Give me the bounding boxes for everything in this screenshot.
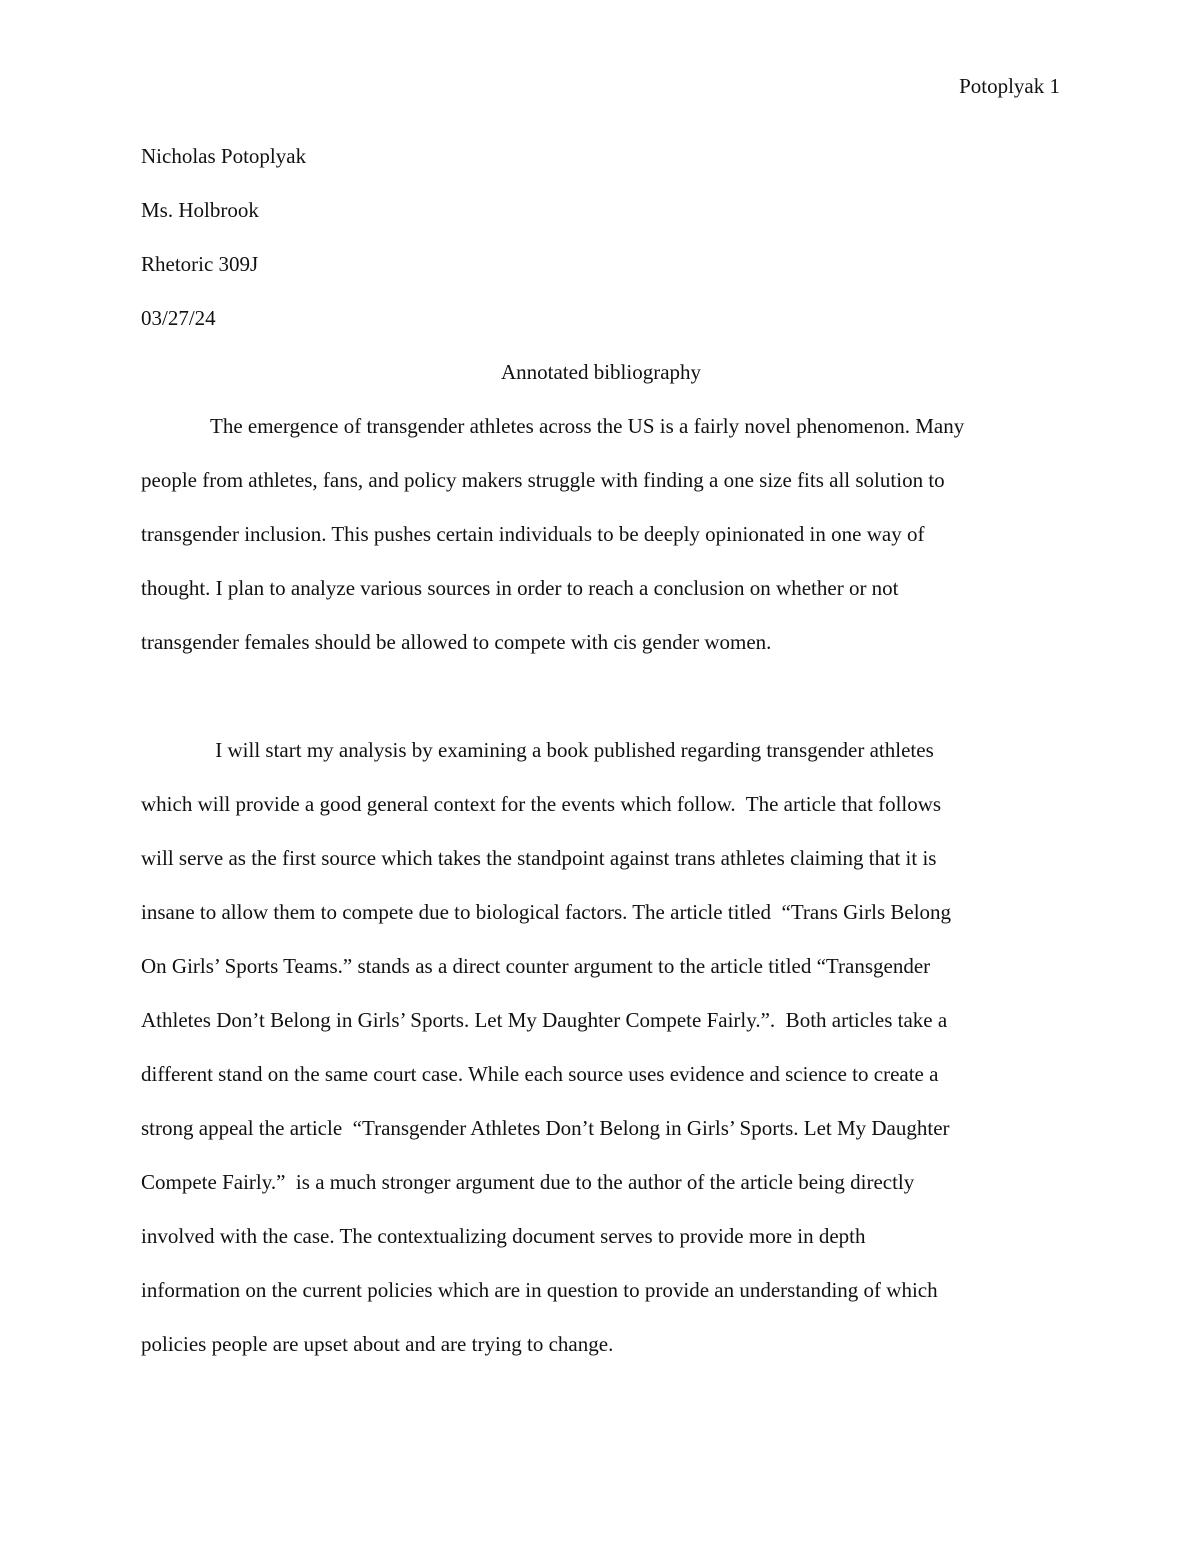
date: 03/27/24 <box>141 306 216 330</box>
paragraph-line: people from athletes, fans, and policy makers struggle with finding a one size fits all solution to <box>141 468 945 492</box>
instructor-name: Ms. Holbrook <box>141 198 259 222</box>
paragraph-line: transgender females should be allowed to compete with cis gender women. <box>141 630 772 654</box>
paragraph-line: involved with the case. The contextualizing document serves to provide more in depth <box>141 1224 866 1248</box>
paragraph-line: Athletes Don’t Belong in Girls’ Sports. Let My Daughter Compete Fairly.”. Both articles take a <box>141 1008 948 1032</box>
paragraph-line: transgender inclusion. This pushes certain individuals to be deeply opinionated in one way of <box>141 522 925 546</box>
blank-line <box>141 669 1061 723</box>
paragraph-analysis <box>141 723 1061 1371</box>
student-name: Nicholas Potoplyak <box>141 144 307 168</box>
paragraph-line: insane to allow them to compete due to biological factors. The article titled “Trans Girls Belong <box>141 900 952 924</box>
document-body <box>141 129 1061 1371</box>
paragraph-line: I will start my analysis by examining a book published regarding transgender athletes <box>210 738 934 762</box>
paragraph-intro <box>141 399 1061 669</box>
paragraph-line: Compete Fairly.” is a much stronger argument due to the author of the article being directly <box>141 1170 915 1194</box>
paragraph-line: will serve as the first source which takes the standpoint against trans athletes claiming that it is <box>141 846 937 870</box>
paragraph-line: The emergence of transgender athletes across the US is a fairly novel phenomenon. Many <box>210 414 965 438</box>
paragraph-line: information on the current policies which are in question to provide an understanding of which <box>141 1278 938 1302</box>
document-title: Annotated bibliography <box>500 360 702 384</box>
paragraph-line: thought. I plan to analyze various sources in order to reach a conclusion on whether or not <box>141 576 899 600</box>
paragraph-line: strong appeal the article “Transgender Athletes Don’t Belong in Girls’ Sports. Let My Daughter <box>141 1116 950 1140</box>
paragraph-line: different stand on the same court case. While each source uses evidence and science to create a <box>141 1062 939 1086</box>
running-head: Potoplyak 1 <box>959 74 1060 98</box>
paragraph-line: which will provide a good general context for the events which follow. The article that follows <box>141 792 942 816</box>
paragraph-line: policies people are upset about and are trying to change. <box>141 1332 614 1356</box>
course-name: Rhetoric 309J <box>141 252 259 276</box>
paragraph-line: On Girls’ Sports Teams.” stands as a direct counter argument to the article titled “Transgender <box>141 954 931 978</box>
